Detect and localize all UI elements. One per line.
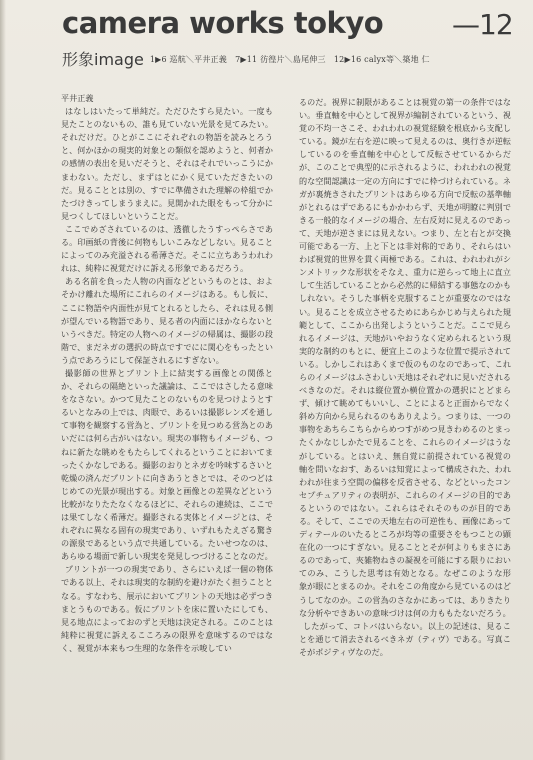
section-header — [62, 47, 430, 70]
paragraph: 撮影師の世界とプリント上に結実する画像との関係とか、それらの隔絶といった議論は、ここではさしたる意味をなさない。かつて見たことのないものを見つけようとするいとなみの上では、肉眼で、あるいは撮影レンズを通して事物を観察する営為と、プリントを見つめる営為とのあいだには何ら古がいはない。現実の事物もイメージも、つねに新たな眺めをもたらしてくれるということにおいてまったくかなしである。撮影のおりとネガを吟味するさいと乾燥の済んだプリントに向きあうときとでは、そのつどはじめての光景が現出する。対象と画像との差異などという比較がなりたたなくなるほどに、それらの連続は、ここでは果てしなく希薄だ。撮影される実体とイメージとは、それぞれに異なる固有の現実であり、いずれもたえざる驚きの源泉であるという点で共通している。たいせつなのは、あらゆる場面で新しい現実を発見しつづけることなのだ。 — [61, 367, 273, 562]
paragraph: ここでめざされているのは、透徹したうすっぺらさである。印画紙の背後に何物もしいこみなどしない。見ることによってのみ充溢される希薄さだ。そこに立ちあうわれわれは、純粋に視覚だけに訴える形象であるだろう。 — [61, 223, 273, 274]
paragraph: プリントが一つの現実であり、さらにいえば一個の物体である以上、それは現実的な制約を避けがたく担うこととなる。すなわち、展示においてプリントの天地は必ずつきまとうものである。仮にプリントを床に置いたにしても、見る地点によっておのずと天地は決定される。このことは純粋に視覚に訴えるこころみの限界を意味するのではなく、視覚が本来もつ生理的な条件を示唆してい — [61, 564, 273, 653]
paragraph: るのだ。視界に制限があることは視覚の第一の条件ではない。垂直軸を中心として視界が編制されているという、視覚の不均一さこそ、われわれの視覚経験を根底から支配している。鏡が左右を逆に映って見えるのは、奥行きが逆転しているのを垂直軸を中心として反転させているからだが、このことで典型的に示されるように、われわれの視覚的な空間認識は一定の方向にすでに枠づけられている。ネガが裏焼きされたプリントはあらゆる方向で反転の基準軸がとれるはずであるにもかかわらず、天地が明瞭に判別できる一般的なイメージの場合、左右反対に見えるのであって、天地が逆さまには見えない。つまり、左と右とが交換可能である一方、上と下とは非対称的であり、それらはいわば視覚的世界を貫く両極である。これは、われわれがシンメトリックな形状をそなえ、重力に逆らって地上に直立して生活していることから必然的に帰結する事態なのかもしれない。そうした事柄を克服することが重要なのではない。見ることを成立させるためにあらかじめ与えられた規範として、ここから出発しようということだ。ここで見られるイメージは、天地がいやおうなく定められるという現実的な制約のもとに、便宜上このような位置で提示されている。しかしこれはあくまで仮のものなのであって、これらのイメージはふさわしい天地はそれぞれに見いだされるべきなのだ。それは縦位置か横位置かの選択にとどまらず、傾けて眺めてもいいし、ことによると正面からでなく斜め方向から見られるのもありえよう。つまりは、一つの事物をあちらこちらからめつすがめつ見きわめるのとまったくかなじしかたで見ることを、これらのイメージはうながしている。とはいえ、無自覚に前提されている視覚の軸を問いなおす、あるいは知覚によって構成された、われわれが住まう空間の偏移を反省させる、などといったコンセプチュアリティの表明が、これらのイメージの目的であるというのではない。これらはそれそのものが目的である。そして、ここでの天地左右の可逆性も、画像にあってディテールのいたるところが均等の重要さをもつことの顕在化の一つにすぎない。見ることとそが何よりもまさにあるのであって、夾雑物ねきの凝視を可能にする限りにおいてのみ、こうした思考は有効となる。なぜこのような形象が眼にとまるのか。それをこの角度から見ているのはどうしてなのか。この営為のさなかにあっては、ありきたりな分析やできあいの意味づけは何の力ももたないだろう。 — [299, 97, 511, 618]
section-label: 形象image — [62, 50, 144, 69]
author-name: 平井正義 — [61, 93, 94, 103]
magazine-title: camera works tokyo — [62, 6, 384, 40]
issue-number: —12 — [452, 8, 513, 41]
paragraph: したがって、コトバはいらない。以上の記述は、見ることを通じて消去されるべきネガ（ティヴ）である。写真こそがポジティヴなのだ。 — [299, 620, 511, 657]
table-of-contents: 1▶6 巡航＼平井正義 7▶11 彷徨片＼島尾伸三 12▶16 calyx等＼築地 仁 — [149, 55, 430, 64]
article-column-right — [299, 96, 511, 659]
article-column-left — [61, 92, 273, 655]
paragraph: ある名前を負った人物の内面などというものとは、およそかけ離れた場所にこれらのイメージはある。もし仮に、ここに物語や内面性が見てとれるとしたら、それは見る側が望んでいる物語であり、見る者の内面にほかならないというべきだ。特定の人物へのイメージの帰属は、撮影の段階で、まだネガの選択の時点ですでにに関心をもったという点であろうにして保証されるにすぎない。 — [61, 276, 273, 365]
paragraph: はなしはいたって単純だ。ただひたすら見たい。一度も見たことのないもの、誰も見ていない光景を見てみたい。それだけだ。ひとがここにそれぞれの物語を読みとろうと、何かほかの現実的対象との類似を認めようと、何者かの感情の表出を見いだそうと、それはそれでいっこうにかまわない。ただし、まずはとにかく見ていただきたいのだ。見ることとは別の、すでに準備された理解の枠組でかたづけきってしまうまえに。見開かれた眼をもって分かに見つくしてほしいということだ。 — [61, 106, 273, 221]
